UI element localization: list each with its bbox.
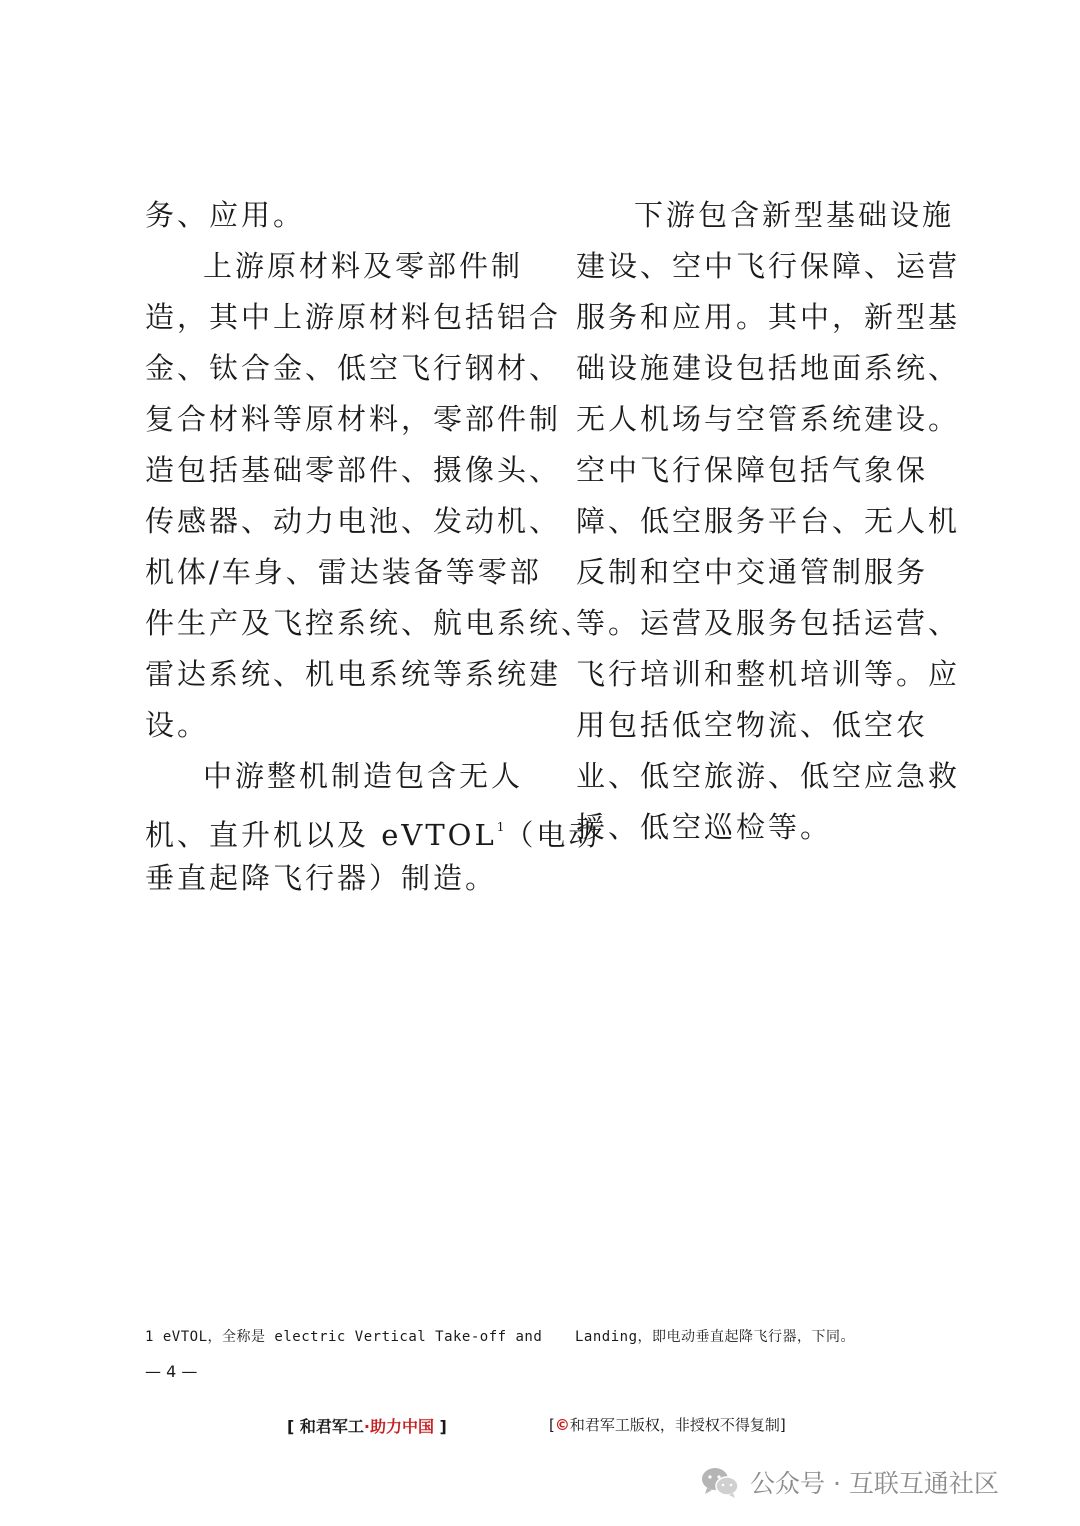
paragraph-start-line: 上游原材料及零部件制 bbox=[203, 249, 524, 283]
body-line: 飞行培训和整机培训等。应 bbox=[576, 657, 961, 691]
body-text: 机、直升机以及 eVTOL bbox=[145, 818, 497, 852]
brand-slogan: 助力中国 bbox=[369, 1417, 434, 1436]
body-line: 设。 bbox=[145, 708, 210, 742]
body-line: 等。运营及服务包括运营、 bbox=[576, 606, 961, 640]
footnote-left: 1 eVTOL，全称是 electric Vertical Take-off and bbox=[145, 1329, 543, 1345]
body-line: 传感器、动力电池、发动机、 bbox=[145, 504, 562, 538]
brand-dot: · bbox=[363, 1417, 370, 1436]
watermark-text: 公众号 · 互联互通社区 bbox=[750, 1469, 999, 1498]
body-line: 务、应用。 bbox=[145, 198, 306, 232]
body-line: 造，其中上游原材料包括铝合 bbox=[145, 300, 562, 334]
right-column bbox=[576, 190, 961, 853]
brand-name: [ 和君军工 bbox=[287, 1417, 364, 1436]
left-column bbox=[145, 190, 601, 904]
brand-close: ] bbox=[433, 1417, 447, 1436]
body-line: 金、钛合金、低空飞行钢材、 bbox=[145, 351, 562, 385]
paragraph-start-line: 下游包含新型基础设施 bbox=[634, 198, 955, 232]
body-line: 服务和应用。其中，新型基 bbox=[576, 300, 961, 334]
body-line: 援、低空巡检等。 bbox=[576, 810, 833, 844]
footnote-marker[interactable]: 1 bbox=[496, 820, 505, 834]
page-number: — 4 — bbox=[145, 1362, 198, 1381]
body-line: 建设、空中飞行保障、运营 bbox=[576, 249, 961, 283]
body-line: 复合材料等原材料，零部件制 bbox=[145, 402, 562, 436]
body-line: 障、低空服务平台、无人机 bbox=[576, 504, 961, 538]
footnote-right: Landing，即电动垂直起降飞行器，下同。 bbox=[575, 1329, 856, 1345]
body-line: 反制和空中交通管制服务 bbox=[576, 555, 929, 589]
brand-footer bbox=[287, 1414, 447, 1437]
body-line: 无人机场与空管系统建设。 bbox=[576, 402, 961, 436]
copyright-text: 和君军工版权，非授权不得复制] bbox=[569, 1416, 786, 1434]
body-text: （电动 bbox=[504, 818, 601, 852]
copyright-open: [ bbox=[549, 1416, 555, 1434]
body-line: 空中飞行保障包括气象保 bbox=[576, 453, 929, 487]
copyright-symbol: © bbox=[554, 1416, 570, 1434]
wechat-icon bbox=[700, 1465, 740, 1499]
body-line: 机体/车身、雷达装备等零部 bbox=[145, 555, 542, 589]
account-watermark bbox=[700, 1460, 999, 1504]
body-line: 垂直起降飞行器）制造。 bbox=[145, 861, 498, 895]
copyright-notice bbox=[549, 1414, 786, 1435]
body-line: 件生产及飞控系统、航电系统、 bbox=[145, 606, 594, 640]
body-line: 础设施建设包括地面系统、 bbox=[576, 351, 961, 385]
body-line-with-footnote bbox=[145, 802, 601, 853]
body-line: 用包括低空物流、低空农 bbox=[576, 708, 929, 742]
paragraph-start-line: 中游整机制造包含无人 bbox=[203, 759, 524, 793]
body-line: 业、低空旅游、低空应急救 bbox=[576, 759, 961, 793]
body-line: 造包括基础零部件、摄像头、 bbox=[145, 453, 562, 487]
body-line: 雷达系统、机电系统等系统建 bbox=[145, 657, 562, 691]
